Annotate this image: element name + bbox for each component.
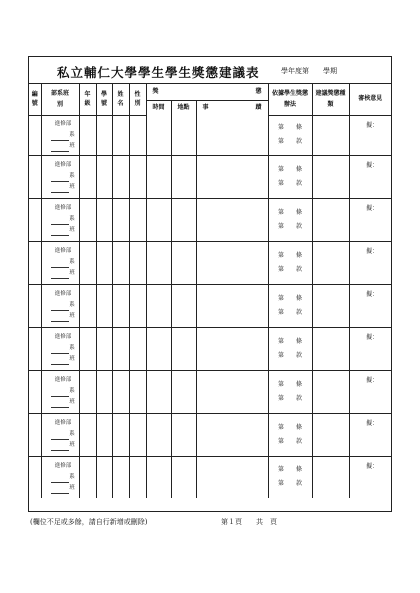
cell-event[interactable] <box>196 155 268 198</box>
cell-dept-class[interactable] <box>41 284 79 327</box>
cell-place[interactable] <box>171 155 196 198</box>
cell-grade[interactable] <box>79 115 96 155</box>
cell-event[interactable] <box>196 198 268 241</box>
cell-place[interactable] <box>171 115 196 155</box>
academic-term-label: 學年度第 學期 <box>281 67 337 75</box>
col-header-dept-class: 部系班別 <box>41 84 79 115</box>
cell-number[interactable] <box>29 198 41 241</box>
dept-line <box>48 386 79 397</box>
footer-note: (欄位不足或多餘，請自行新增或刪除) <box>30 518 148 526</box>
table-row <box>29 284 391 327</box>
cell-number[interactable] <box>29 284 41 327</box>
clause-label: 第 款 <box>277 222 302 230</box>
cell-student-id[interactable] <box>96 198 112 241</box>
cell-place[interactable] <box>171 370 196 413</box>
class-label: 班 <box>69 356 75 362</box>
cell-number[interactable] <box>29 370 41 413</box>
cell-student-id[interactable] <box>96 115 112 155</box>
col-header-reward-punish <box>146 84 268 100</box>
article-label: 第 條 <box>277 294 302 302</box>
clause-label: 第 款 <box>277 394 302 402</box>
footer-page-count: 第１頁 共 頁 <box>221 518 277 526</box>
dept-label: 系 <box>69 216 75 222</box>
cell-place[interactable] <box>171 327 196 370</box>
cell-grade[interactable] <box>79 155 96 198</box>
reward-label: 獎 <box>152 87 159 95</box>
division-label: 進修部 <box>54 205 72 211</box>
class-label: 班 <box>69 313 75 319</box>
review-prefix: 擬： <box>366 376 379 384</box>
col-header-name: 姓名 <box>112 84 129 115</box>
table-row <box>29 456 391 498</box>
division-label: 進修部 <box>54 377 72 383</box>
article-label: 第 條 <box>277 208 302 216</box>
division-label: 進修部 <box>54 334 72 340</box>
class-line <box>48 354 79 365</box>
table-row <box>29 327 391 370</box>
table-row <box>29 413 391 456</box>
cell-suggestion[interactable] <box>312 370 349 413</box>
cell-student-id[interactable] <box>96 284 112 327</box>
clause-label: 第 款 <box>277 179 302 187</box>
table-row <box>29 198 391 241</box>
dept-label: 系 <box>69 302 75 308</box>
dept-label: 系 <box>69 173 75 179</box>
clause-label: 第 款 <box>277 437 302 445</box>
review-prefix: 擬： <box>366 290 379 298</box>
class-line <box>48 182 79 193</box>
cell-event[interactable] <box>196 370 268 413</box>
review-prefix: 擬： <box>366 121 379 129</box>
class-line <box>48 268 79 279</box>
cell-dept-class[interactable] <box>41 370 79 413</box>
dept-label: 系 <box>69 131 75 138</box>
dept-label: 系 <box>69 259 75 265</box>
class-label: 班 <box>69 442 75 448</box>
cell-dept-class[interactable] <box>41 456 79 498</box>
dept-line <box>48 300 79 311</box>
cell-number[interactable] <box>29 155 41 198</box>
cell-event[interactable] <box>196 241 268 284</box>
cell-grade[interactable] <box>79 370 96 413</box>
cell-grade[interactable] <box>79 327 96 370</box>
cell-student-id[interactable] <box>96 413 112 456</box>
clause-label: 第 款 <box>277 265 302 273</box>
article-label: 第 條 <box>277 466 302 474</box>
col-header-regulation: 依據學生獎懲辦法 <box>268 84 312 115</box>
cell-suggestion[interactable] <box>312 115 349 155</box>
dept-line <box>48 257 79 268</box>
class-label: 班 <box>69 142 75 149</box>
class-label: 班 <box>69 270 75 276</box>
division-label: 進修部 <box>54 120 72 127</box>
dept-label: 系 <box>69 473 75 480</box>
clause-label: 第 款 <box>277 480 302 488</box>
table-row <box>29 370 391 413</box>
cell-event[interactable] <box>196 284 268 327</box>
col-header-place: 地點 <box>171 100 196 115</box>
article-label: 第 條 <box>277 124 302 131</box>
cell-regulation[interactable] <box>268 284 312 327</box>
review-prefix: 擬： <box>366 204 379 212</box>
dept-label: 系 <box>69 345 75 351</box>
cell-time[interactable] <box>146 456 171 498</box>
cell-review[interactable] <box>349 456 391 498</box>
cell-gender[interactable] <box>129 456 146 498</box>
award-suggestion-form <box>28 56 392 512</box>
cell-review[interactable] <box>349 198 391 241</box>
class-line <box>48 440 79 451</box>
cell-suggestion[interactable] <box>312 198 349 241</box>
cell-number[interactable] <box>29 456 41 498</box>
cell-review[interactable] <box>349 413 391 456</box>
class-line <box>48 311 79 322</box>
class-label: 班 <box>69 184 75 190</box>
dept-line <box>48 171 79 182</box>
form-title-row <box>29 57 391 84</box>
award-table <box>29 84 391 498</box>
cell-dept-class[interactable] <box>41 241 79 284</box>
cell-suggestion[interactable] <box>312 155 349 198</box>
table-row <box>29 241 391 284</box>
cell-dept-class[interactable] <box>41 115 79 155</box>
class-line <box>48 397 79 408</box>
col-header-review: 審核意見 <box>349 84 391 115</box>
article-label: 第 條 <box>277 423 302 431</box>
cell-number[interactable] <box>29 327 41 370</box>
dept-label: 系 <box>69 388 75 394</box>
cell-suggestion[interactable] <box>312 327 349 370</box>
event-label-left: 事 <box>202 103 209 111</box>
cell-name[interactable] <box>112 370 129 413</box>
cell-place[interactable] <box>171 456 196 498</box>
cell-dept-class[interactable] <box>41 155 79 198</box>
cell-gender[interactable] <box>129 241 146 284</box>
cell-event[interactable] <box>196 413 268 456</box>
cell-number[interactable] <box>29 241 41 284</box>
cell-time[interactable] <box>146 413 171 456</box>
cell-gender[interactable] <box>129 327 146 370</box>
review-prefix: 擬： <box>366 462 379 470</box>
dept-line <box>48 429 79 440</box>
cell-name[interactable] <box>112 198 129 241</box>
division-label: 進修部 <box>54 162 72 168</box>
class-label: 班 <box>69 399 75 405</box>
col-header-grade: 年級 <box>79 84 96 115</box>
cell-dept-class[interactable] <box>41 413 79 456</box>
col-header-gender: 性別 <box>129 84 146 115</box>
form-title: 私立輔仁大學學生學生獎懲建議表 <box>57 65 260 80</box>
cell-gender[interactable] <box>129 155 146 198</box>
clause-label: 第 款 <box>277 351 302 359</box>
dept-line <box>48 343 79 354</box>
cell-time[interactable] <box>146 284 171 327</box>
col-header-suggestion: 建議獎懲種類 <box>312 84 349 115</box>
cell-time[interactable] <box>146 241 171 284</box>
article-label: 第 條 <box>277 380 302 388</box>
cell-gender[interactable] <box>129 198 146 241</box>
cell-regulation[interactable] <box>268 115 312 155</box>
cell-event[interactable] <box>196 456 268 498</box>
cell-time[interactable] <box>146 155 171 198</box>
clause-label: 第 款 <box>277 308 302 316</box>
cell-review[interactable] <box>349 241 391 284</box>
review-prefix: 擬： <box>366 419 379 427</box>
division-label: 進修部 <box>54 248 72 254</box>
cell-gender[interactable] <box>129 115 146 155</box>
cell-student-id[interactable] <box>96 370 112 413</box>
cell-place[interactable] <box>171 413 196 456</box>
cell-regulation[interactable] <box>268 155 312 198</box>
cell-event[interactable] <box>196 327 268 370</box>
class-label: 班 <box>69 484 75 491</box>
cell-grade[interactable] <box>79 241 96 284</box>
event-label-right: 蹟 <box>255 103 262 111</box>
cell-student-id[interactable] <box>96 327 112 370</box>
cell-number[interactable] <box>29 413 41 456</box>
cell-grade[interactable] <box>79 456 96 498</box>
table-row <box>29 115 391 155</box>
cell-time[interactable] <box>146 370 171 413</box>
cell-gender[interactable] <box>129 284 146 327</box>
cell-suggestion[interactable] <box>312 413 349 456</box>
cell-student-id[interactable] <box>96 456 112 498</box>
cell-grade[interactable] <box>79 198 96 241</box>
article-label: 第 條 <box>277 165 302 173</box>
division-label: 進修部 <box>54 420 72 426</box>
review-prefix: 擬： <box>366 247 379 255</box>
cell-event[interactable] <box>196 115 268 155</box>
cell-student-id[interactable] <box>96 241 112 284</box>
col-header-student-id: 學號 <box>96 84 112 115</box>
division-label: 進修部 <box>54 462 72 469</box>
cell-number[interactable] <box>29 115 41 155</box>
cell-time[interactable] <box>146 327 171 370</box>
cell-regulation[interactable] <box>268 327 312 370</box>
cell-name[interactable] <box>112 327 129 370</box>
cell-place[interactable] <box>171 198 196 241</box>
col-header-event <box>196 100 268 115</box>
class-line <box>48 483 79 494</box>
cell-name[interactable] <box>112 115 129 155</box>
dept-line <box>48 214 79 225</box>
table-row <box>29 155 391 198</box>
cell-regulation[interactable] <box>268 456 312 498</box>
dept-line <box>48 130 79 141</box>
cell-regulation[interactable] <box>268 198 312 241</box>
review-prefix: 擬： <box>366 333 379 341</box>
punish-label: 懲 <box>255 87 262 95</box>
cell-dept-class[interactable] <box>41 198 79 241</box>
col-header-number: 編號 <box>29 84 41 115</box>
article-label: 第 條 <box>277 337 302 345</box>
cell-dept-class[interactable] <box>41 327 79 370</box>
clause-label: 第 款 <box>277 138 302 145</box>
review-prefix: 擬： <box>366 161 379 169</box>
cell-regulation[interactable] <box>268 241 312 284</box>
cell-suggestion[interactable] <box>312 241 349 284</box>
record-rows <box>29 115 391 498</box>
col-header-time: 時間 <box>146 100 171 115</box>
cell-regulation[interactable] <box>268 370 312 413</box>
cell-time[interactable] <box>146 198 171 241</box>
cell-name[interactable] <box>112 456 129 498</box>
cell-review[interactable] <box>349 327 391 370</box>
cell-gender[interactable] <box>129 370 146 413</box>
article-label: 第 條 <box>277 251 302 259</box>
division-label: 進修部 <box>54 291 72 297</box>
cell-suggestion[interactable] <box>312 284 349 327</box>
class-line <box>48 141 79 152</box>
cell-name[interactable] <box>112 284 129 327</box>
cell-review[interactable] <box>349 370 391 413</box>
cell-grade[interactable] <box>79 284 96 327</box>
dept-line <box>48 472 79 483</box>
cell-name[interactable] <box>112 155 129 198</box>
cell-review[interactable] <box>349 115 391 155</box>
class-label: 班 <box>69 227 75 233</box>
cell-place[interactable] <box>171 241 196 284</box>
cell-gender[interactable] <box>129 413 146 456</box>
cell-suggestion[interactable] <box>312 456 349 498</box>
cell-regulation[interactable] <box>268 413 312 456</box>
cell-grade[interactable] <box>79 413 96 456</box>
cell-student-id[interactable] <box>96 155 112 198</box>
dept-label: 系 <box>69 431 75 437</box>
header-row-1 <box>29 84 391 100</box>
cell-place[interactable] <box>171 284 196 327</box>
cell-name[interactable] <box>112 413 129 456</box>
cell-review[interactable] <box>349 284 391 327</box>
cell-time[interactable] <box>146 115 171 155</box>
class-line <box>48 225 79 236</box>
cell-name[interactable] <box>112 241 129 284</box>
cell-review[interactable] <box>349 155 391 198</box>
